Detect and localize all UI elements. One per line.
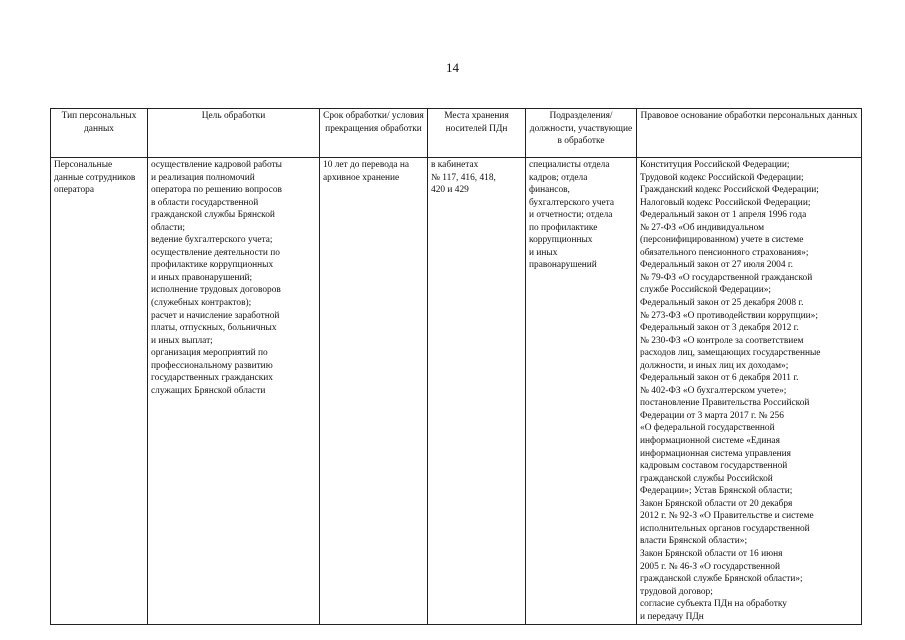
cell-line: государственных гражданских bbox=[151, 373, 273, 384]
cell-line: Трудовой кодекс Российской Федерации; bbox=[640, 172, 804, 183]
cell-line: и иных bbox=[529, 247, 558, 258]
cell-line: финансов, bbox=[529, 185, 570, 196]
cell-line: № 402-ФЗ «О бухгалтерском учете»; bbox=[640, 385, 787, 396]
cell-line: по профилактике bbox=[529, 222, 598, 233]
cell-line: бухгалтерского учета bbox=[529, 197, 615, 208]
cell-line: расчет и начисление заработной bbox=[151, 310, 280, 321]
cell-line: расходов лиц, замещающих государственные bbox=[640, 348, 821, 359]
cell-line: гражданской службы Брянской bbox=[151, 210, 275, 221]
cell-line: Персональные bbox=[54, 160, 113, 170]
cell-line: профессиональному развитию bbox=[151, 360, 273, 371]
cell-line: данные сотрудников bbox=[54, 172, 136, 183]
cell-line: согласие субъекта ПДн на обработку bbox=[640, 599, 787, 610]
cell-line: обязательного пенсионного страхования»; bbox=[640, 247, 809, 258]
cell-line: (служебных контрактов); bbox=[151, 298, 252, 309]
header-processing-purpose: Цель обработки bbox=[148, 109, 320, 158]
cell-line: 2012 г. № 92-З «О Правительстве и системе bbox=[640, 511, 814, 522]
cell-line: должности, и иных лиц их доходам»; bbox=[640, 360, 789, 371]
cell-line: и отчетности; отдела bbox=[529, 210, 613, 221]
cell-line: в области государственной bbox=[151, 197, 259, 208]
header-legal-basis: Правовое основание обработки персональных данных bbox=[637, 109, 862, 158]
cell-line: службе Российской Федерации»; bbox=[640, 285, 772, 296]
cell-line: области; bbox=[151, 222, 185, 233]
header-data-type: Тип персональных данных bbox=[51, 109, 148, 158]
cell-line: в кабинетах bbox=[431, 160, 479, 170]
cell-line: (персонифицированном) учете в системе bbox=[640, 235, 804, 246]
cell-line: коррупционных bbox=[529, 235, 593, 246]
cell-legal-basis bbox=[637, 158, 862, 625]
cell-line: Федеральный закон от 1 апреля 1996 года bbox=[640, 210, 807, 221]
cell-line: Налоговый кодекс Российской Федерации; bbox=[640, 197, 811, 208]
cell-processing-purpose bbox=[148, 158, 320, 625]
header-processing-term: Срок обработки/ условия прекращения обработки bbox=[320, 109, 428, 158]
cell-line: и иных выплат; bbox=[151, 335, 213, 346]
cell-line: «О федеральной государственной bbox=[640, 423, 775, 434]
cell-line: и иных правонарушений; bbox=[151, 272, 253, 283]
cell-line: Гражданский кодекс Российской Федерации; bbox=[640, 185, 819, 196]
cell-line: власти Брянской области»; bbox=[640, 536, 748, 547]
personal-data-processing-table bbox=[50, 108, 862, 625]
cell-line: оператора bbox=[54, 185, 94, 196]
cell-line: гражданской службе Брянской области»; bbox=[640, 574, 803, 585]
cell-line: ведение бухгалтерского учета; bbox=[151, 235, 273, 246]
cell-line: и реализация полномочий bbox=[151, 172, 255, 183]
cell-line: Конституция Российской Федерации; bbox=[640, 160, 790, 170]
cell-line: Федеральный закон от 25 декабря 2008 г. bbox=[640, 298, 804, 309]
cell-line: гражданской службы Российской bbox=[640, 473, 773, 484]
cell-line: платы, отпускных, больничных bbox=[151, 323, 277, 334]
cell-storage-location bbox=[428, 158, 526, 625]
cell-line: 2005 г. № 46-З «О государственной bbox=[640, 561, 781, 572]
cell-line: Федеральный закон от 3 декабря 2012 г. bbox=[640, 323, 799, 334]
cell-line: 10 лет до перевода на bbox=[323, 160, 410, 170]
cell-line: осуществление кадровой работы bbox=[151, 160, 282, 170]
cell-line: и передачу ПДн bbox=[640, 611, 704, 622]
cell-line: архивное хранение bbox=[323, 172, 400, 183]
cell-line: Федерации от 3 марта 2017 г. № 256 bbox=[640, 410, 784, 421]
cell-line: оператора по решению вопросов bbox=[151, 185, 282, 196]
cell-line: Федеральный закон от 27 июля 2004 г. bbox=[640, 260, 793, 271]
cell-line: правонарушений bbox=[529, 260, 597, 271]
cell-line: № 117, 416, 418, bbox=[431, 172, 496, 183]
cell-line: информационная система управления bbox=[640, 448, 791, 459]
cell-line: кадровым составом государственной bbox=[640, 461, 788, 472]
cell-line: № 79-ФЗ «О государственной гражданской bbox=[640, 272, 813, 283]
table-header-row bbox=[51, 109, 862, 158]
cell-line: № 27-ФЗ «Об индивидуальном bbox=[640, 222, 765, 233]
cell-line: № 230-ФЗ «О контроле за соответствием bbox=[640, 335, 804, 346]
header-departments: Подразделения/ должности, участвующие в обработке bbox=[526, 109, 637, 158]
cell-line: исполнительных органов государственной bbox=[640, 523, 810, 534]
page-number: 14 bbox=[446, 60, 459, 75]
cell-line: 420 и 429 bbox=[431, 185, 469, 196]
cell-line: постановление Правительства Российской bbox=[640, 398, 810, 409]
table-row bbox=[51, 158, 862, 625]
cell-data-type bbox=[51, 158, 148, 625]
cell-line: осуществление деятельности по bbox=[151, 247, 280, 258]
cell-line: Закон Брянской области от 20 декабря bbox=[640, 498, 793, 509]
cell-line: исполнение трудовых договоров bbox=[151, 285, 281, 296]
cell-line: специалисты отдела bbox=[529, 160, 610, 170]
cell-departments bbox=[526, 158, 637, 625]
cell-line: организация мероприятий по bbox=[151, 348, 268, 359]
cell-line: информационной системе «Единая bbox=[640, 436, 780, 447]
cell-line: Закон Брянской области от 16 июня bbox=[640, 548, 783, 559]
cell-line: Федерации»; Устав Брянской области; bbox=[640, 486, 793, 497]
cell-line: № 273-ФЗ «О противодействии коррупции»; bbox=[640, 310, 818, 321]
cell-line: трудовой договор; bbox=[640, 586, 713, 597]
cell-line: Федеральный закон от 6 декабря 2011 г. bbox=[640, 373, 799, 384]
header-storage-location: Места хранения носителей ПДн bbox=[428, 109, 526, 158]
cell-line: кадров; отдела bbox=[529, 172, 588, 183]
cell-line: профилактике коррупционных bbox=[151, 260, 274, 271]
cell-line: служащих Брянской области bbox=[151, 385, 266, 396]
cell-processing-term bbox=[320, 158, 428, 625]
